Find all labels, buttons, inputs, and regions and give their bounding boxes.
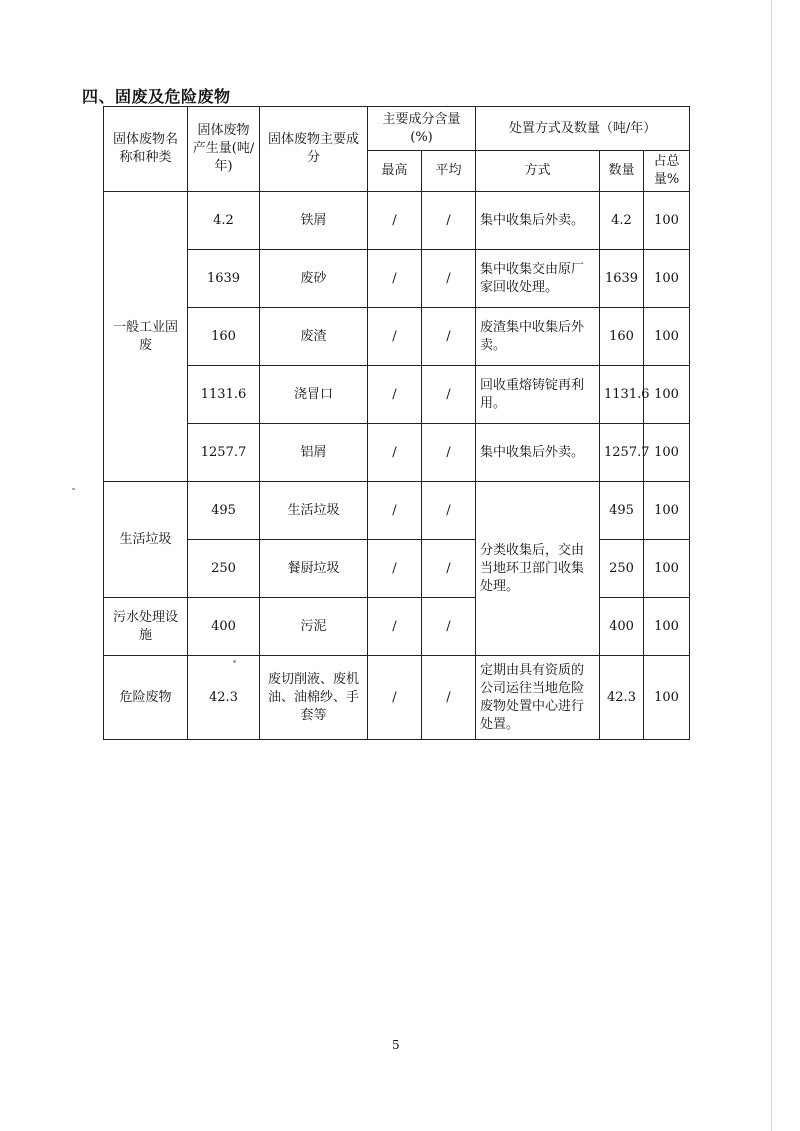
scan-speck xyxy=(72,488,75,490)
cell-avg: / xyxy=(422,366,476,424)
solid-waste-table xyxy=(103,106,690,740)
table-row xyxy=(104,540,690,598)
table-row xyxy=(104,598,690,656)
cell-pct: 100 xyxy=(644,250,690,308)
cell-component: 废渣 xyxy=(260,308,368,366)
cell-component: 生活垃圾 xyxy=(260,482,368,540)
header-disposal-pct: 占总量% xyxy=(644,151,690,192)
cell-max: / xyxy=(368,366,422,424)
cell-pct: 100 xyxy=(644,540,690,598)
cell-method: 废渣集中收集后外卖。 xyxy=(476,308,600,366)
group-sewage: 污水处理设施 xyxy=(104,598,188,656)
cell-avg: / xyxy=(422,250,476,308)
cell-pct: 100 xyxy=(644,482,690,540)
cell-avg: / xyxy=(422,192,476,250)
table-row xyxy=(104,192,690,250)
cell-component: 餐厨垃圾 xyxy=(260,540,368,598)
cell-amount: 160 xyxy=(188,308,260,366)
header-content-avg: 平均 xyxy=(422,151,476,192)
cell-method: 回收重熔铸锭再利用。 xyxy=(476,366,600,424)
cell-qty: 1639 xyxy=(600,250,644,308)
cell-method: 集中收集后外卖。 xyxy=(476,424,600,482)
section-title: 四、固废及危险废物 xyxy=(82,87,231,106)
cell-component: 污泥 xyxy=(260,598,368,656)
header-name: 固体废物名称和种类 xyxy=(104,107,188,192)
cell-qty: 160 xyxy=(600,308,644,366)
cell-component: 铁屑 xyxy=(260,192,368,250)
cell-pct: 100 xyxy=(644,192,690,250)
cell-pct: 100 xyxy=(644,308,690,366)
cell-pct: 100 xyxy=(644,424,690,482)
table-row xyxy=(104,482,690,540)
header-amount: 固体废物产生量(吨/年) xyxy=(188,107,260,192)
cell-amount: 1131.6 xyxy=(188,366,260,424)
cell-max: / xyxy=(368,424,422,482)
cell-qty: 400 xyxy=(600,598,644,656)
cell-method: 定期由具有资质的公司运往当地危险废物处置中心进行处置。 xyxy=(476,656,600,740)
header-disposal-group: 处置方式及数量（吨/年） xyxy=(476,107,690,151)
cell-component: 铝屑 xyxy=(260,424,368,482)
cell-max: / xyxy=(368,540,422,598)
group-domestic: 生活垃圾 xyxy=(104,482,188,598)
table-row xyxy=(104,366,690,424)
cell-max: / xyxy=(368,192,422,250)
cell-shared-method: 分类收集后，交由当地环卫部门收集处理。 xyxy=(476,482,600,656)
header-disposal-method: 方式 xyxy=(476,151,600,192)
cell-component: 浇冒口 xyxy=(260,366,368,424)
cell-component: 废切削液、废机油、油棉纱、手套等 xyxy=(260,656,368,740)
header-content-max: 最高 xyxy=(368,151,422,192)
cell-avg: / xyxy=(422,540,476,598)
group-hazardous: 危险废物 xyxy=(104,656,188,740)
page-number: 5 xyxy=(392,1038,400,1052)
header-disposal-qty: 数量 xyxy=(600,151,644,192)
cell-pct: 100 xyxy=(644,366,690,424)
cell-method: 集中收集交由原厂家回收处理。 xyxy=(476,250,600,308)
cell-avg: / xyxy=(422,482,476,540)
cell-component: 废砂 xyxy=(260,250,368,308)
cell-method: 集中收集后外卖。 xyxy=(476,192,600,250)
cell-amount: 42.3 xyxy=(188,656,260,740)
cell-avg: / xyxy=(422,308,476,366)
group-general: 一般工业固废 xyxy=(104,192,188,482)
table-row xyxy=(104,308,690,366)
cell-avg: / xyxy=(422,424,476,482)
cell-avg: / xyxy=(422,656,476,740)
cell-amount: 1639 xyxy=(188,250,260,308)
header-main-component: 固体废物主要成分 xyxy=(260,107,368,192)
cell-max: / xyxy=(368,308,422,366)
cell-qty: 495 xyxy=(600,482,644,540)
cell-max: / xyxy=(368,250,422,308)
cell-pct: 100 xyxy=(644,656,690,740)
cell-max: / xyxy=(368,482,422,540)
cell-pct: 100 xyxy=(644,598,690,656)
cell-amount: 4.2 xyxy=(188,192,260,250)
cell-amount: 250 xyxy=(188,540,260,598)
cell-qty: 42.3 xyxy=(600,656,644,740)
table-row xyxy=(104,424,690,482)
cell-max: / xyxy=(368,598,422,656)
cell-avg: / xyxy=(422,598,476,656)
cell-amount: 400 xyxy=(188,598,260,656)
cell-qty: 4.2 xyxy=(600,192,644,250)
cell-max: / xyxy=(368,656,422,740)
cell-amount: 1257.7 xyxy=(188,424,260,482)
cell-amount: 495 xyxy=(188,482,260,540)
page-edge-line xyxy=(771,0,772,1131)
header-content-group: 主要成分含量(%) xyxy=(368,107,476,151)
cell-qty: 250 xyxy=(600,540,644,598)
cell-qty: 1131.6 xyxy=(600,366,644,424)
cell-qty: 1257.7 xyxy=(600,424,644,482)
table-row xyxy=(104,656,690,740)
table-row xyxy=(104,250,690,308)
